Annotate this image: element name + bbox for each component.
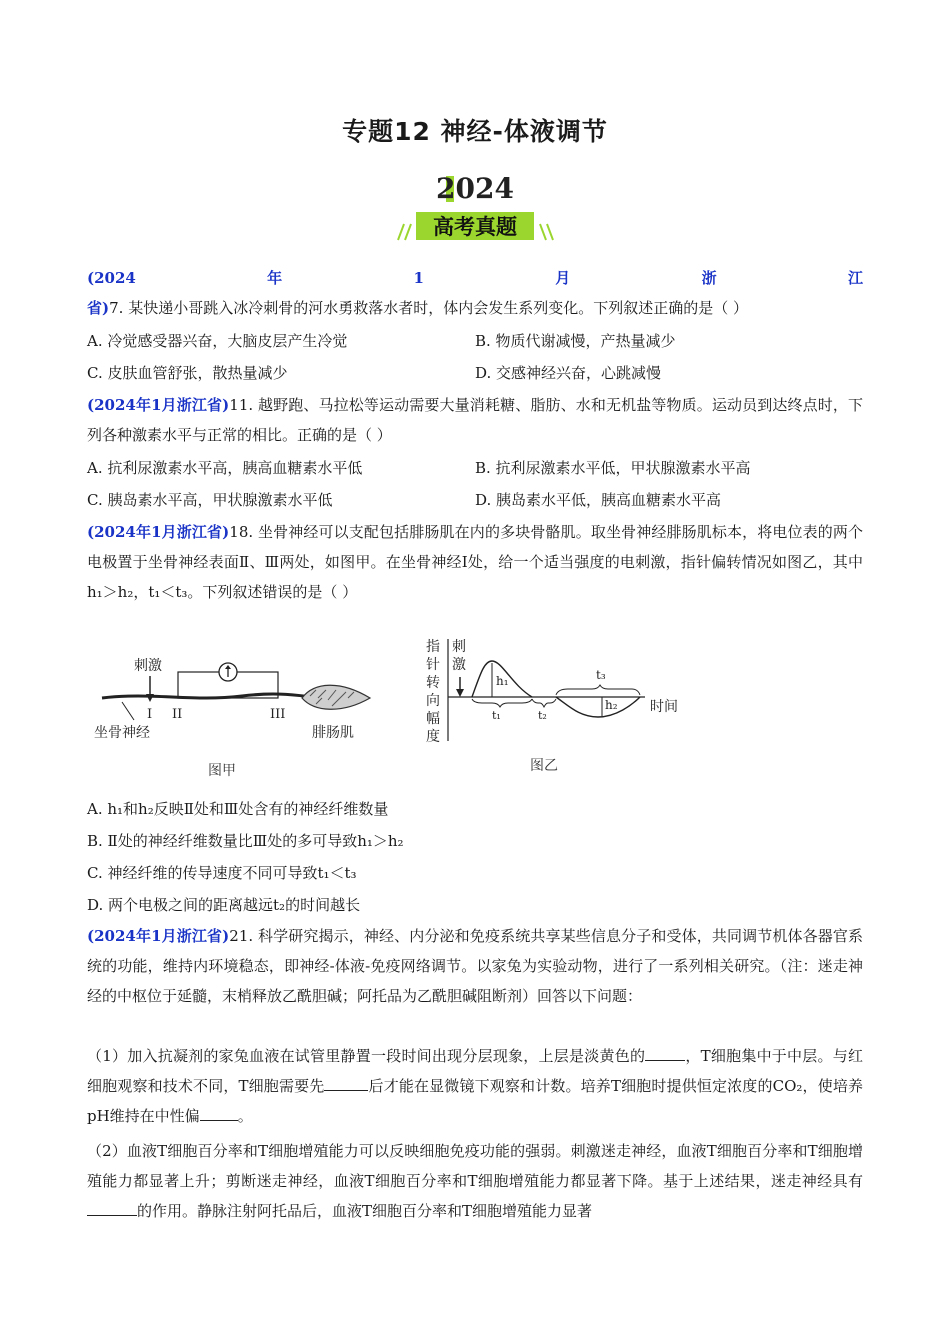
figure-a-caption: 图甲 (208, 763, 236, 779)
stimulus-label-b2: 激 (452, 657, 466, 673)
question-11 (87, 390, 863, 450)
question-source: (2024年1月浙江省) (87, 927, 230, 945)
exam-badge (380, 168, 570, 248)
point-3-label: III (270, 707, 286, 722)
answer-blank-4[interactable] (87, 1197, 137, 1216)
option-a: A. 抗利尿激素水平高，胰高血糖素水平低 (87, 459, 363, 477)
option-b: B. 抗利尿激素水平低，甲状腺激素水平高 (475, 459, 751, 477)
page-title: 专题12 神经-体液调节 (342, 117, 608, 146)
option-d: D. 交感神经兴奋，心跳减慢 (475, 364, 662, 382)
question-source: (2024年1月浙江省) (87, 269, 863, 317)
answer-blank-2[interactable] (324, 1072, 368, 1091)
y-axis-label-3: 转 (426, 675, 440, 691)
x-axis-label: 时间 (650, 699, 678, 715)
option-a: A. h₁和h₂反映Ⅱ处和Ⅲ处含有的神经纤维数量 (87, 800, 389, 818)
nerve-label: 坐骨神经 (94, 725, 150, 741)
stimulus-label-b1: 刺 (452, 639, 466, 655)
y-axis-label-4: 向 (426, 693, 440, 709)
question-18-options (87, 793, 863, 921)
t1-label: t₁ (492, 709, 501, 722)
option-c: C. 皮肤血管舒张，散热量减少 (87, 364, 288, 382)
badge-label: 高考真题 (433, 215, 517, 239)
t3-label: t₃ (596, 668, 606, 682)
question-11-options (87, 452, 863, 516)
question-text: 18. 坐骨神经可以支配包括腓肠肌在内的多块骨骼肌。取坐骨神经腓肠肌标本，将电位表的两个电极置于坐骨神经表面Ⅱ、Ⅲ两处，如图甲。在坐骨神经Ⅰ处，给一个适当强度的电刺激，指针偏转情况如图乙，其中h₁＞h₂，t₁＜t₃。下列叙述错误的是（ ） (87, 523, 863, 601)
option-a: A. 冷觉感受器兴奋，大脑皮层产生冷觉 (87, 332, 348, 350)
answer-blank-3[interactable] (200, 1102, 238, 1121)
question-source: (2024年1月浙江省) (87, 396, 230, 414)
part-1-text-d: 。 (237, 1107, 253, 1125)
point-2-label: II (172, 707, 183, 722)
answer-blank-1[interactable] (645, 1042, 685, 1061)
part-1-text-b: ，T细胞集中于中层。与红细胞观察和技术不同，T细胞需要先 (87, 1047, 863, 1095)
y-axis-label-6: 度 (426, 729, 440, 745)
question-source: (2024年1月浙江省) (87, 523, 230, 541)
point-1-label: I (147, 707, 153, 722)
h1-label: h₁ (496, 674, 509, 688)
figure-a (92, 640, 382, 750)
part-2-text-b: 的作用。静脉注射阿托品后，血液T细胞百分率和T细胞增殖能力显著 (137, 1202, 593, 1220)
part-1-text-a: （1）加入抗凝剂的家兔血液在试管里静置一段时间出现分层现象，上层是淡黄色的 (87, 1047, 646, 1065)
question-7 (87, 263, 863, 323)
question-21-part-2 (87, 1136, 863, 1226)
y-axis-label-5: 幅 (426, 711, 440, 727)
question-text: 7. 某快递小哥跳入冰冷刺骨的河水勇救落水者时，体内会发生系列变化。下列叙述正确的是（ ） (109, 299, 748, 317)
option-d: D. 胰岛素水平低，胰高血糖素水平高 (475, 491, 722, 509)
question-text: 11. 越野跑、马拉松等运动需要大量消耗糖、脂肪、水和无机盐等物质。运动员到达终点时，下列各种激素水平与正常的相比。正确的是（ ） (87, 396, 863, 444)
stimulus-label: 刺激 (134, 658, 162, 674)
part-1-text-c: 后才能在显微镜下观察和计数。培养T细胞时提供恒定浓度的CO₂，使培养pH维持在中性偏 (87, 1077, 863, 1125)
y-axis-label-2: 针 (426, 657, 440, 673)
question-7-options (87, 325, 863, 389)
question-18 (87, 517, 863, 607)
figure-b-caption: 图乙 (530, 758, 558, 774)
question-21 (87, 921, 863, 1011)
option-b: B. 物质代谢减慢，产热量减少 (475, 332, 676, 350)
h2-label: h₂ (605, 698, 618, 712)
option-c: C. 胰岛素水平高，甲状腺激素水平低 (87, 491, 333, 509)
figure-b (420, 635, 700, 745)
option-c: C. 神经纤维的传导速度不同可导致t₁＜t₃ (87, 864, 357, 882)
t2-label: t₂ (538, 709, 547, 722)
option-b: B. Ⅱ处的神经纤维数量比Ⅲ处的多可导致h₁＞h₂ (87, 832, 404, 850)
question-text: 21. 科学研究揭示，神经、内分泌和免疫系统共享某些信息分子和受体，共同调节机体各器官系统的功能，维持内环境稳态，即神经-体液-免疫网络调节。以家兔为实验动物，进行了一系列相关研究。（注：迷走神经的中枢位于延髓，末梢释放乙酰胆碱；阿托品为乙酰胆碱阻断剂）回答以下问题： (87, 927, 863, 1005)
y-axis-label-1: 指 (426, 639, 440, 655)
part-2-text-a: （2）血液T细胞百分率和T细胞增殖能力可以反映细胞免疫功能的强弱。刺激迷走神经，血液T细胞百分率和T细胞增殖能力都显著上升；剪断迷走神经，血液T细胞百分率和T细胞增殖能力都显著下降。基于上述结果，迷走神经具有 (87, 1142, 863, 1190)
muscle-label: 腓肠肌 (312, 725, 354, 741)
badge-year: 2024 (436, 172, 514, 205)
question-21-part-1 (87, 1041, 863, 1131)
option-d: D. 两个电极之间的距离越远t₂的时间越长 (87, 896, 361, 914)
